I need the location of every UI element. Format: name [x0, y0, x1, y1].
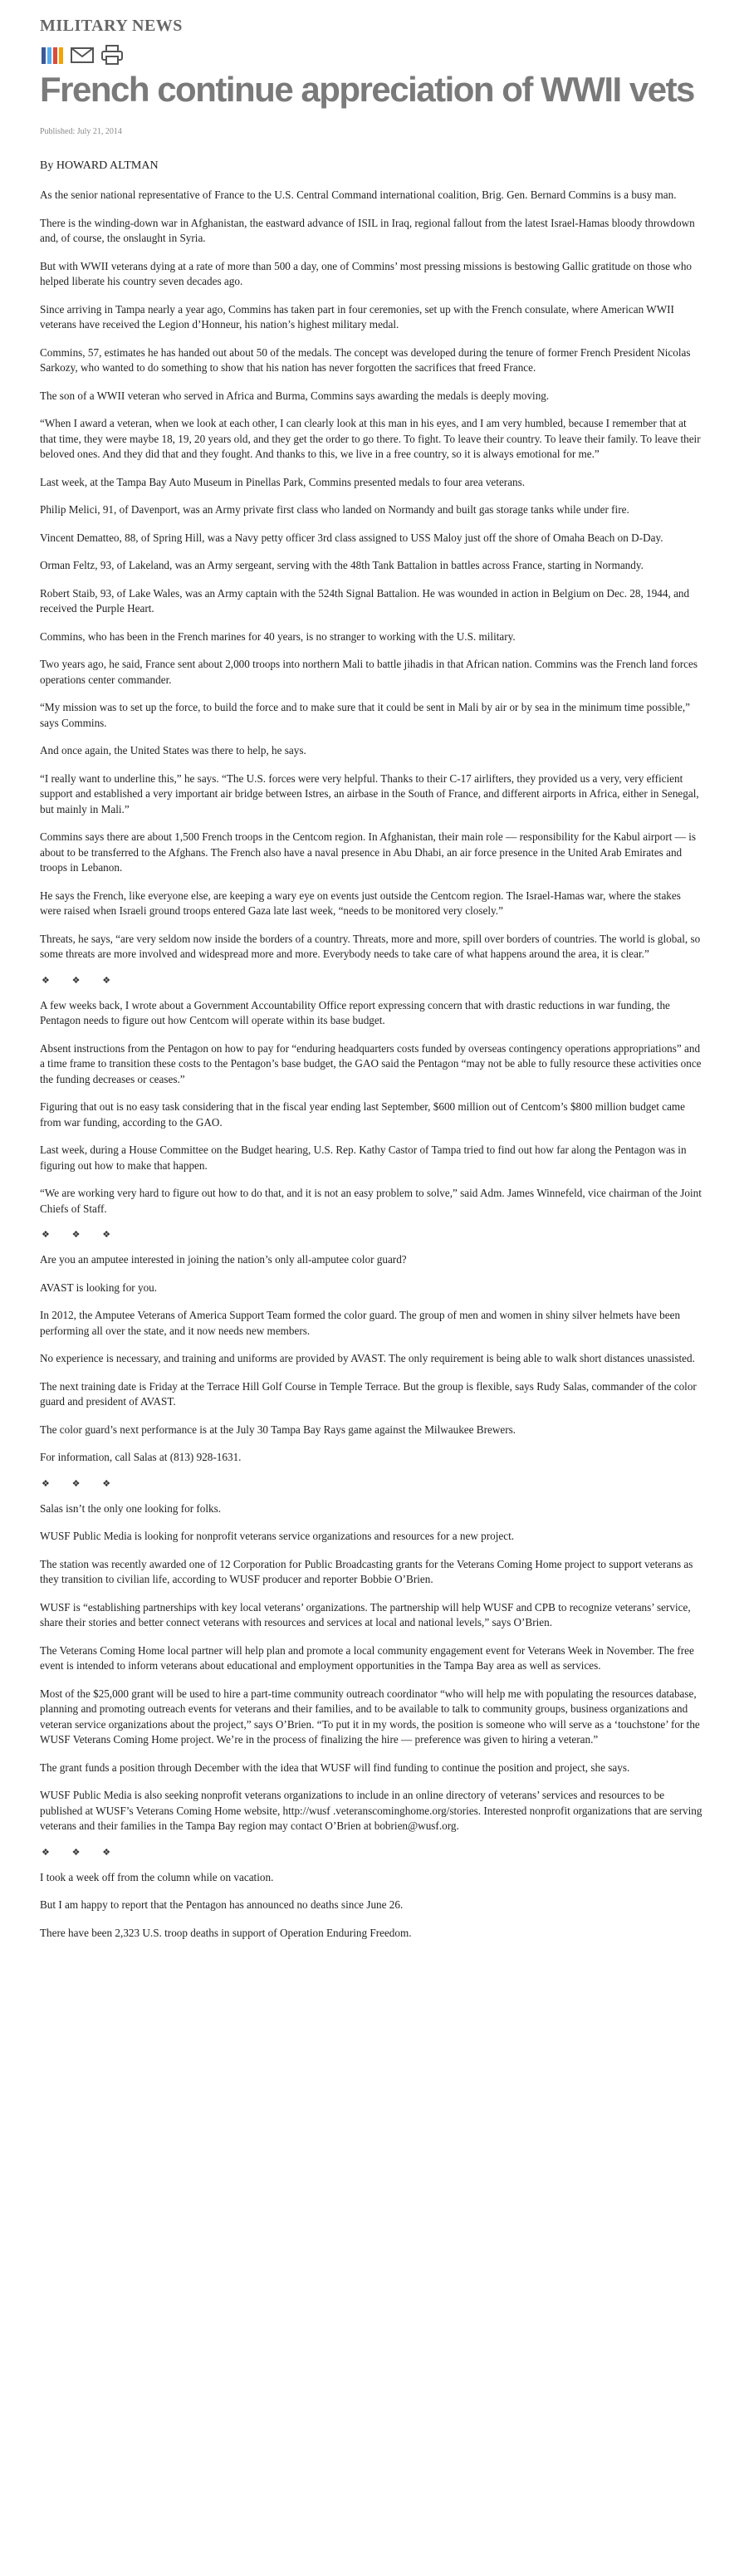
- paragraph: In 2012, the Amputee Veterans of America Support Team formed the color guard. The group of men and women in shiny silver helmets have been performing all over the state, and it now needs new members.: [40, 1309, 681, 1337]
- paragraph: Last week, during a House Committee on the Budget hearing, U.S. Rep. Kathy Castor of Tampa tried to find out how far along the Pentagon was in figuring out how to make that happen.: [40, 1144, 687, 1172]
- paragraph: Figuring that out is no easy task considering that in the fiscal year ending last September, $600 million out of Centcom’s $800 million budget came from war funding, according to the GAO.: [40, 1100, 686, 1129]
- email-icon[interactable]: [70, 44, 95, 66]
- paragraph: The son of a WWII veteran who served in Africa and Burma, Commins says awarding the medals is deeply moving.: [40, 389, 550, 402]
- paragraph: A few weeks back, I wrote about a Government Accountability Office report expressing concern that with drastic reductions in war funding, the Pentagon needs to figure out how Centcom will operate within its base budget.: [40, 998, 670, 1026]
- paragraph: For information, call Salas at (813) 928-1631.: [40, 1451, 242, 1463]
- paragraph: Commins says there are about 1,500 French troops in the Centcom region. In Afghanistan, their main role — responsibility for the Kabul airport — is about to be transferred to the Afghans. The French also have a naval presence in Abu Dhabi, an air force presence in the United Arab Emirates and troops in Lebanon.: [40, 830, 696, 874]
- paragraph: Robert Staib, 93, of Lake Wales, was an Army captain with the 524th Signal Battalion. He was wounded in action in Belgium on Dec. 28, 1944, and received the Purple Heart.: [40, 586, 690, 615]
- section-separator: ❖ ❖ ❖: [42, 1230, 121, 1240]
- share-icon[interactable]: [40, 44, 65, 66]
- paragraph: Are you an amputee interested in joining the nation’s only all-amputee color guard?: [40, 1253, 407, 1266]
- paragraph: Orman Feltz, 93, of Lakeland, was an Army sergeant, serving with the 48th Tank Battalion in battles across France, starting in Normandy.: [40, 559, 644, 571]
- paragraph: Last week, at the Tampa Bay Auto Museum in Pinellas Park, Commins presented medals to four area veterans.: [40, 475, 526, 488]
- paragraph: AVAST is looking for you.: [40, 1281, 158, 1294]
- paragraph: Two years ago, he said, France sent about 2,000 troops into northern Mali to battle jihadis in that African nation. Commins was the French land forces operations center commander.: [40, 658, 698, 686]
- paragraph: The color guard’s next performance is at the July 30 Tampa Bay Rays game against the Milwaukee Brewers.: [40, 1423, 516, 1436]
- paragraph: WUSF Public Media is looking for nonprofit veterans service organizations and resources for a new project.: [40, 1530, 515, 1542]
- published-date: Published: July 21, 2014: [40, 127, 122, 136]
- paragraph: The station was recently awarded one of 12 Corporation for Public Broadcasting grants for the Veterans Coming Home project to support veterans as they transition to civilian life, according to WUSF producer and reporter Bobbie O’Brien.: [40, 1557, 693, 1585]
- paragraph: He says the French, like everyone else, are keeping a wary eye on events just outside the Centcom region. The Israel-Hamas war, where the stakes were raised when Israeli ground troops entered Gaza late last week, “needs to be monitored very closely.”: [40, 889, 681, 917]
- section-separator: ❖ ❖ ❖: [42, 1847, 121, 1858]
- paragraph: Philip Melici, 91, of Davenport, was an Army private first class who landed on Normandy and built gas storage tanks while under fire.: [40, 503, 629, 516]
- paragraph: Commins, who has been in the French marines for 40 years, is no stranger to working with the U.S. military.: [40, 629, 516, 643]
- paragraph: And once again, the United States was there to help, he says.: [40, 744, 306, 757]
- paragraph: But with WWII veterans dying at a rate of more than 500 a day, one of Commins’ most pressing missions is bestowing Gallic gratitude on those who helped liberate his country seven decades ago.: [40, 259, 693, 287]
- section-separator: ❖ ❖ ❖: [42, 1478, 121, 1489]
- paragraph: The grant funds a position through December with the idea that WUSF will find funding to continue the position and project, she says.: [40, 1761, 630, 1774]
- paragraph: The Veterans Coming Home local partner will help plan and promote a local community engagement event for Veterans Week in November. The free event is intended to inform veterans about educational and employment opportunities in the Tampa Bay area as well as services.: [40, 1643, 694, 1672]
- paragraph: No experience is necessary, and training and uniforms are provided by AVAST. The only requirement is being able to walk short distances unassisted.: [40, 1352, 695, 1364]
- article-toolbar: [40, 44, 704, 66]
- paragraph: Salas isn’t the only one looking for folks.: [40, 1501, 222, 1515]
- paragraph: “My mission was to set up the force, to build the force and to make sure that it could be sent in Mali by air or by sea in the minimum time possible,” says Commins.: [40, 701, 691, 729]
- paragraph: Commins, 57, estimates he has handed out about 50 of the medals. The concept was developed during the tenure of former French President Nicolas Sarkozy, who wanted to do something to show that his nation has never forgotten the sacrifices that freed France.: [40, 345, 691, 374]
- paragraph: The next training date is Friday at the Terrace Hill Golf Course in Temple Terrace. But the group is flexible, says Rudy Salas, commander of the color guard and president of AVAST.: [40, 1379, 697, 1408]
- paragraph: Vincent Dematteo, 88, of Spring Hill, was a Navy petty officer 3rd class assigned to USS Maloy just off the shore of Omaha Beach on D-Day.: [40, 531, 663, 544]
- paragraph: “We are working very hard to figure out how to do that, and it is not an easy problem to solve,” said Adm. James Winnefeld, vice chairman of the Joint Chiefs of Staff.: [40, 1187, 702, 1215]
- paragraph: I took a week off from the column while on vacation.: [40, 1870, 274, 1883]
- paragraph: WUSF is “establishing partnerships with key local veterans’ organizations. The partnership will help WUSF and CPB to recognize veterans’ service, share their stories and better connect veterans with resources and services at local and national levels,” says O’Brien.: [40, 1600, 691, 1628]
- print-icon[interactable]: [100, 44, 125, 66]
- article-title: French continue appreciation of WWII vets: [40, 70, 694, 109]
- byline: By HOWARD ALTMAN: [40, 159, 159, 172]
- paragraph: Most of the $25,000 grant will be used to hire a part-time community outreach coordinator “who will help me with populating the resources database, planning and promoting outreach events for veterans and their families, and to be available to talk to community groups, business organizations and veteran service organizations about the project,” says O’Brien. “To put it in my words, the position is someone who will serve as a ‘touchstone’ for the WUSF Veterans Coming Home project. We’re in the process of finalizing the hire — preference was given to hiring a veteran.”: [40, 1687, 700, 1746]
- article-page: [0, 17, 744, 1941]
- paragraph: WUSF Public Media is also seeking nonprofit veterans organizations to include in an online directory of veterans’ services and resources to be published at WUSF’s Veterans Coming Home website, http://wusf .veteranscominghome.org/stories. Interested nonprofit organizations that are serving veterans and their families in the Tampa Bay region may contact O’Brien at bobrien@wusf.org.: [40, 1789, 702, 1832]
- paragraph: “I really want to underline this,” he says. “The U.S. forces were very helpful. Thanks to their C-17 airlifters, they provided us a very, very efficient support and established a very important air bridge between Istres, an airbase in the South of France, and different airports in Africa, either in Senegal, but mainly in Mali.”: [40, 771, 699, 815]
- paragraph: Threats, he says, “are very seldom now inside the borders of a country. Threats, more and more, spill over borders of countries. The world is global, so some threats are more involved and widespread more and more. Everybody needs to take care of what happens around the area, it is clear.”: [40, 932, 701, 960]
- paragraph: Absent instructions from the Pentagon on how to pay for “enduring headquarters costs funded by overseas contingency operations appropriations” and a time frame to transition these costs to the Pentagon’s base budget, the GAO said the Pentagon “may not be able to fully resource these activities once the funding decreases or ceases.”: [40, 1041, 702, 1085]
- paragraph: “When I award a veteran, when we look at each other, I can clearly look at this man in his eyes, and I am very humbled, because I remember that at that time, they were maybe 18, 19, 20 years old, and they get the order to go there. To fight. To leave their country. To leave their family. To leave their beloved ones. And they did that and they fought. And thanks to this, we live in a free country, so it is always emotional for me.”: [40, 417, 701, 460]
- paragraph: But I am happy to report that the Pentagon has announced no deaths since June 26.: [40, 1898, 404, 1911]
- paragraph: There have been 2,323 U.S. troop deaths in support of Operation Enduring Freedom.: [40, 1926, 412, 1939]
- article-body: [40, 188, 704, 1941]
- paragraph: Since arriving in Tampa nearly a year ago, Commins has taken part in four ceremonies, set up with the French consulate, where American WWII veterans have received the Legion d’Honneur, his nation’s highest military medal.: [40, 302, 674, 331]
- paragraph: As the senior national representative of France to the U.S. Central Command international coalition, Brig. Gen. Bernard Commins is a busy man.: [40, 189, 677, 201]
- section-separator: ❖ ❖ ❖: [42, 975, 121, 986]
- section-label: MILITARY NEWS: [40, 17, 183, 35]
- paragraph: There is the winding-down war in Afghanistan, the eastward advance of ISIL in Iraq, regional fallout from the latest Israel-Hamas bloody throwdown and, of course, the onslaught in Syria.: [40, 216, 695, 244]
